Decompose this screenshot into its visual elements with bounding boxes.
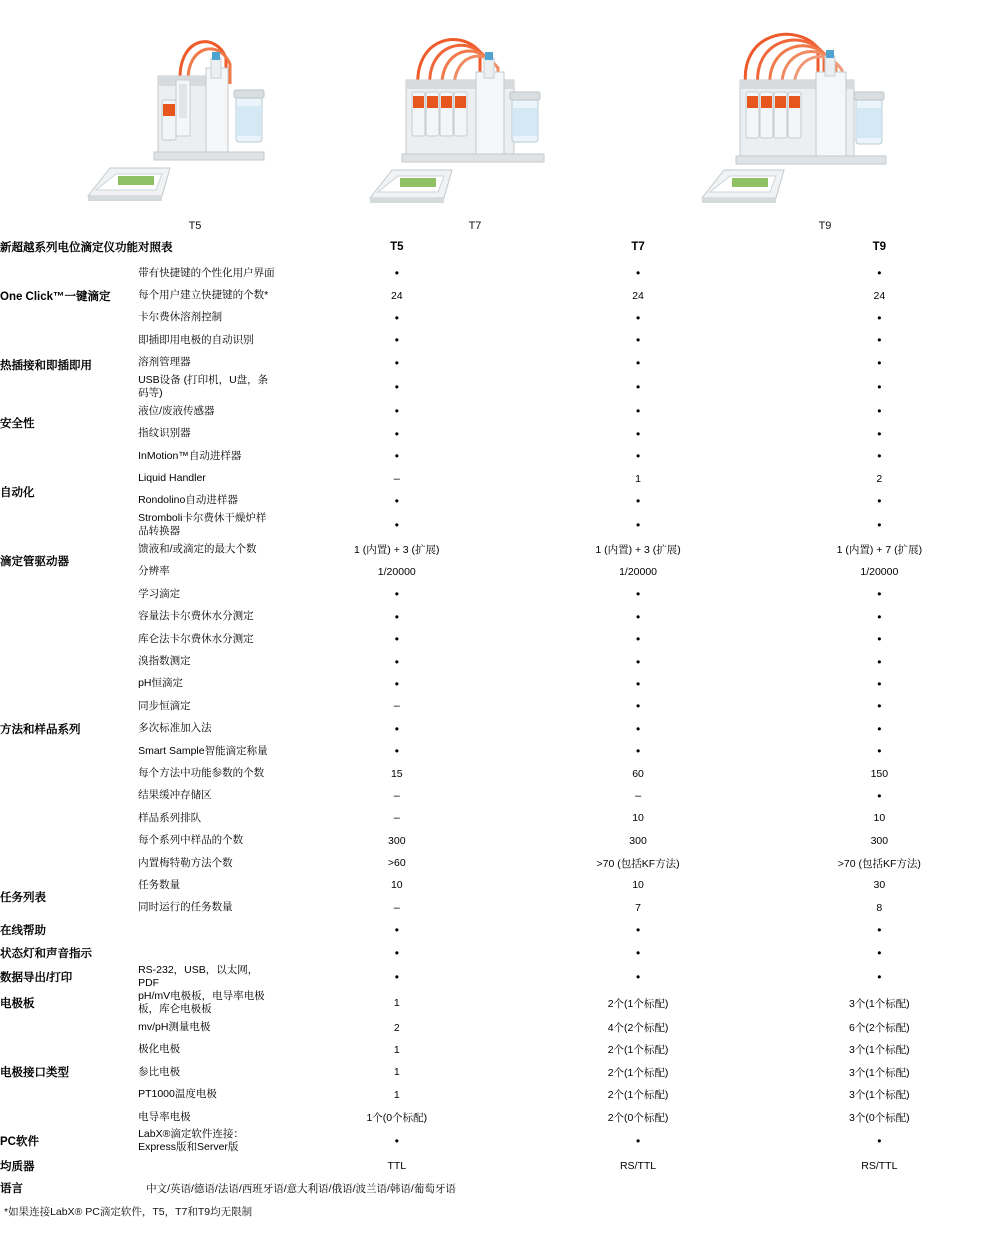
table-row	[0, 673, 1000, 695]
feature-label	[138, 941, 276, 963]
table-row	[0, 807, 1000, 829]
cell-value: •	[877, 493, 882, 508]
table-row	[0, 284, 1000, 306]
group-label: 热插接和即插即用	[0, 359, 92, 372]
cell-value: 3个(1个标配)	[849, 1066, 910, 1079]
cell-value: 30	[873, 879, 886, 892]
feature-label: 学习滴定	[138, 587, 181, 600]
cell-value: 4个(2个标配)	[607, 1022, 669, 1035]
cell-value: •	[635, 676, 641, 691]
feature-label: 多次标准加入法	[138, 722, 212, 735]
cell-value: 7	[635, 901, 641, 914]
cell-value: •	[877, 788, 882, 803]
cell-value: •	[635, 699, 641, 714]
table-row	[0, 467, 1000, 489]
cell-value: •	[394, 744, 399, 759]
group-label: 电极板	[0, 998, 35, 1011]
feature-label: Liquid Handler	[138, 472, 206, 484]
feature-label: 极化电极	[138, 1043, 181, 1056]
feature-label: 内置梅特勒方法个数	[138, 856, 233, 869]
cell-value: •	[877, 945, 882, 960]
cell-value: •	[635, 310, 641, 325]
cell-value: •	[877, 310, 882, 325]
group-label: 数据导出/打印	[0, 971, 73, 984]
cell-value: 1个(0个标配)	[366, 1111, 428, 1124]
titrator-t7-drawing	[360, 18, 590, 218]
cell-value: •	[877, 587, 882, 602]
table-row	[0, 1016, 1000, 1038]
cell-value: 1/20000	[377, 565, 416, 578]
table-row	[0, 829, 1000, 851]
cell-value: •	[635, 266, 641, 281]
table-row	[0, 512, 1000, 538]
cell-value: –	[634, 789, 642, 802]
cell-value: •	[635, 404, 641, 419]
cell-value: •	[394, 609, 399, 624]
cell-value: •	[394, 945, 399, 960]
table-title: 新超越系列电位滴定仪功能对照表	[0, 242, 173, 254]
cell-value: •	[635, 744, 641, 759]
cell-value: •	[877, 449, 882, 464]
cell-value: 2个(1个标配)	[607, 997, 669, 1010]
cell-value: •	[877, 654, 882, 669]
feature-label: 结果缓冲存储区	[138, 789, 212, 802]
table-row	[0, 307, 1000, 329]
titrator-t5-drawing	[30, 18, 360, 218]
cell-value: 1	[393, 1066, 400, 1079]
cell-value: •	[635, 632, 641, 647]
cell-value: 24	[390, 289, 403, 302]
group-label: 电极接口类型	[0, 1067, 69, 1080]
group-label: 自动化	[0, 486, 35, 499]
product-label-t7: T7	[468, 220, 482, 232]
cell-value: 3个(1个标配)	[849, 997, 910, 1010]
feature-label: 每个方法中功能参数的个数	[138, 766, 265, 779]
cell-value: •	[394, 654, 399, 669]
table-row	[0, 785, 1000, 807]
cell-value: 300	[870, 834, 889, 847]
cell-value: 3个(1个标配)	[849, 1044, 910, 1057]
cell-value: –	[393, 901, 400, 914]
cell-value: •	[394, 333, 399, 348]
cell-value: •	[394, 969, 399, 984]
table-row	[0, 650, 1000, 672]
feature-label: 任务数量	[138, 878, 181, 891]
cell-value: •	[635, 1134, 641, 1149]
feature-label: Rondolino自动进样器	[138, 494, 238, 507]
titrator-t9-drawing	[700, 18, 950, 218]
cell-value: •	[877, 333, 882, 348]
cell-value: •	[394, 380, 399, 395]
cell-value: •	[394, 632, 399, 647]
cell-value: 60	[632, 767, 644, 780]
table-row	[0, 941, 1000, 963]
cell-value: 1/20000	[619, 565, 658, 578]
feature-label: Stromboli卡尔费休干燥炉样品转换器	[138, 512, 267, 538]
group-label: 均质器	[0, 1160, 35, 1173]
cell-value: •	[394, 266, 399, 281]
cell-value: –	[393, 812, 400, 825]
table-row	[0, 352, 1000, 374]
cell-value: 3个(0个标配)	[849, 1111, 910, 1124]
cell-value: 1 (内置) + 3 (扩展)	[354, 544, 440, 557]
feature-label: Smart Sample智能滴定称量	[138, 744, 268, 757]
group-label: 方法和样品系列	[0, 723, 81, 736]
cell-value: •	[394, 426, 399, 441]
cell-value: •	[877, 969, 882, 984]
cell-value: >70 (包括KF方法)	[837, 857, 921, 870]
table-row	[0, 583, 1000, 605]
cell-value: •	[635, 969, 641, 984]
cell-value: 1/20000	[860, 565, 899, 578]
column-header-t7: T7	[631, 241, 645, 253]
feature-label: InMotion™自动进样器	[138, 449, 242, 462]
product-image-row	[0, 0, 1000, 232]
cell-value: •	[877, 380, 882, 395]
feature-label: pH/mV电极板，电导率电极板，库仑电极板	[138, 990, 265, 1016]
table-row	[0, 964, 1000, 990]
table-row	[0, 423, 1000, 445]
feature-label: 溶剂管理器	[138, 356, 191, 369]
feature-label: 样品系列排队	[138, 811, 202, 824]
feature-label: LabX®滴定软件连接：Express版和Server版	[138, 1128, 244, 1154]
feature-label: 电导率电极	[138, 1110, 191, 1123]
cell-value: –	[393, 700, 400, 713]
group-label: One Click™一键滴定	[0, 290, 111, 303]
feature-label	[138, 1155, 276, 1177]
cell-value: •	[635, 333, 641, 348]
cell-value: 3个(1个标配)	[849, 1089, 910, 1102]
table-row	[0, 695, 1000, 717]
feature-label: 即插即用电极的自动识别	[138, 333, 254, 346]
cell-value: >60	[387, 857, 406, 870]
table-row	[0, 718, 1000, 740]
cell-value: 2个(1个标配)	[607, 1066, 669, 1079]
cell-value: 24	[873, 289, 886, 302]
cell-value: 300	[388, 834, 406, 847]
table-row	[0, 1155, 1000, 1177]
cell-value: •	[635, 945, 641, 960]
feature-label: 分辨率	[138, 565, 170, 578]
feature-label: 溴指数测定	[138, 654, 191, 667]
cell-value: •	[394, 449, 399, 464]
feature-label: 同时运行的任务数量	[138, 901, 233, 914]
table-row	[0, 919, 1000, 941]
cell-value: •	[394, 1134, 399, 1149]
cell-value: 1 (内置) + 3 (扩展)	[595, 544, 681, 557]
cell-value: •	[635, 609, 641, 624]
column-header-t9: T9	[872, 241, 887, 253]
titrator-t5-illustration	[30, 18, 360, 218]
cell-value: 2个(1个标配)	[607, 1089, 669, 1102]
cell-value: •	[394, 518, 399, 533]
cell-value: •	[635, 355, 641, 370]
cell-value: •	[394, 355, 399, 370]
table-row	[0, 606, 1000, 628]
product-t9	[700, 18, 950, 232]
cell-value: •	[635, 380, 641, 395]
cell-value: •	[635, 654, 641, 669]
table-row	[0, 1106, 1000, 1128]
cell-value: 1	[393, 997, 400, 1010]
table-row	[0, 1128, 1000, 1154]
cell-value: •	[394, 587, 399, 602]
table-row	[0, 874, 1000, 896]
cell-value: 2	[876, 472, 883, 485]
cell-value: •	[877, 426, 882, 441]
cell-value: •	[877, 266, 882, 281]
product-t5	[30, 18, 360, 232]
cell-value: •	[877, 1134, 882, 1149]
titrator-t9-illustration	[700, 18, 950, 218]
feature-label: 带有快捷键的个性化用户界面	[138, 266, 275, 279]
cell-value: •	[394, 493, 399, 508]
group-label: 安全性	[0, 417, 35, 430]
feature-label: PT1000温度电极	[138, 1088, 217, 1101]
table-row	[0, 628, 1000, 650]
cell-value: RS/TTL	[861, 1159, 898, 1172]
cell-value: 1	[393, 1043, 400, 1056]
group-label: 在线帮助	[0, 925, 46, 938]
feature-label: 库仑法卡尔费休水分测定	[138, 632, 254, 645]
table-row	[0, 445, 1000, 467]
cell-value: •	[635, 518, 641, 533]
cell-value: •	[877, 632, 882, 647]
table-row	[0, 852, 1000, 874]
language-value: 中文/英语/德语/法语/西班牙语/意大利语/俄语/波兰语/韩语/葡萄牙语	[146, 1182, 456, 1195]
cell-value: •	[394, 721, 399, 736]
feature-label: RS-232，USB，以太网，PDF	[138, 963, 259, 989]
cell-value: •	[877, 404, 882, 419]
cell-value: •	[877, 355, 882, 370]
group-label: 任务列表	[0, 891, 46, 904]
cell-value: •	[877, 699, 882, 714]
cell-value: •	[394, 923, 399, 938]
cell-value: •	[635, 587, 641, 602]
cell-value: •	[394, 310, 399, 325]
cell-value: •	[877, 609, 882, 624]
table-row	[0, 897, 1000, 919]
cell-value: •	[877, 518, 882, 533]
cell-value: 300	[629, 834, 647, 847]
cell-value: 8	[876, 901, 883, 914]
cell-value: •	[635, 426, 641, 441]
cell-value: •	[635, 449, 641, 464]
table-row	[0, 1084, 1000, 1106]
group-label: PC软件	[0, 1136, 39, 1149]
feature-label: mv/pH测量电极	[138, 1020, 211, 1033]
cell-value: •	[877, 721, 882, 736]
product-label-t9: T9	[818, 220, 832, 232]
cell-value: 2个(1个标配)	[607, 1044, 669, 1057]
table-row	[0, 262, 1000, 284]
group-label: 滴定管驱动器	[0, 555, 69, 568]
feature-label	[138, 919, 276, 941]
comparison-table	[0, 232, 1000, 1199]
product-label-t5: T5	[188, 220, 202, 232]
table-row	[0, 400, 1000, 422]
feature-label: 容量法卡尔费休水分测定	[138, 610, 254, 623]
group-label-language: 语言	[0, 1183, 23, 1196]
feature-label: 卡尔费休溶剂控制	[138, 311, 223, 324]
language-row	[0, 1177, 1000, 1199]
feature-label: USB设备 (打印机，U盘，条码等)	[138, 373, 269, 400]
cell-value: •	[877, 923, 882, 938]
column-header-t5: T5	[390, 241, 404, 253]
group-label: 状态灯和声音指示	[0, 947, 92, 960]
cell-value: 1 (内置) + 7 (扩展)	[836, 544, 923, 557]
cell-value: TTL	[387, 1159, 407, 1172]
table-row	[0, 1039, 1000, 1061]
feature-label: 同步恒滴定	[138, 699, 191, 712]
titrator-t7-illustration	[360, 18, 590, 218]
cell-value: •	[394, 676, 399, 691]
cell-value: >70 (包括KF方法)	[596, 857, 680, 870]
feature-label: 液位/废液传感器	[138, 404, 215, 417]
cell-value: –	[393, 789, 400, 802]
feature-label: 每个用户建立快捷键的个数*	[138, 289, 269, 302]
feature-label: pH恒滴定	[138, 677, 184, 690]
cell-value: 15	[390, 767, 403, 780]
cell-value: 2个(0个标配)	[607, 1111, 669, 1124]
cell-value: 2	[393, 1021, 400, 1034]
cell-value: •	[394, 404, 399, 419]
cell-value: 10	[632, 812, 644, 825]
cell-value: 24	[632, 289, 644, 302]
table-row	[0, 1061, 1000, 1083]
table-row	[0, 762, 1000, 784]
cell-value: 10	[632, 879, 644, 892]
feature-label: 馈液和/或滴定的最大个数	[138, 543, 257, 556]
table-footnote: *如果连接LabX® PC滴定软件，T5，T7和T9均无限制	[4, 1206, 253, 1219]
cell-value: RS/TTL	[619, 1159, 657, 1172]
cell-value: •	[635, 493, 641, 508]
table-row	[0, 740, 1000, 762]
cell-value: 10	[873, 812, 886, 825]
cell-value: •	[877, 744, 882, 759]
table-row	[0, 329, 1000, 351]
feature-label: 每个系列中样品的个数	[138, 834, 244, 847]
table-row	[0, 561, 1000, 583]
cell-value: 1	[393, 1088, 400, 1101]
product-t7	[360, 18, 590, 232]
cell-value: •	[635, 923, 641, 938]
cell-value: •	[877, 676, 882, 691]
cell-value: 6个(2个标配)	[849, 1022, 910, 1035]
feature-label: 参比电极	[138, 1065, 181, 1078]
cell-value: 1	[635, 472, 641, 485]
table-row	[0, 490, 1000, 512]
table-row	[0, 374, 1000, 400]
table-header-row	[0, 232, 1000, 262]
table-row	[0, 990, 1000, 1016]
feature-label: 指纹识别器	[138, 427, 191, 440]
cell-value: 10	[390, 879, 403, 892]
cell-value: –	[393, 472, 400, 485]
table-row	[0, 538, 1000, 560]
cell-value: 150	[870, 767, 889, 780]
cell-value: •	[635, 721, 641, 736]
